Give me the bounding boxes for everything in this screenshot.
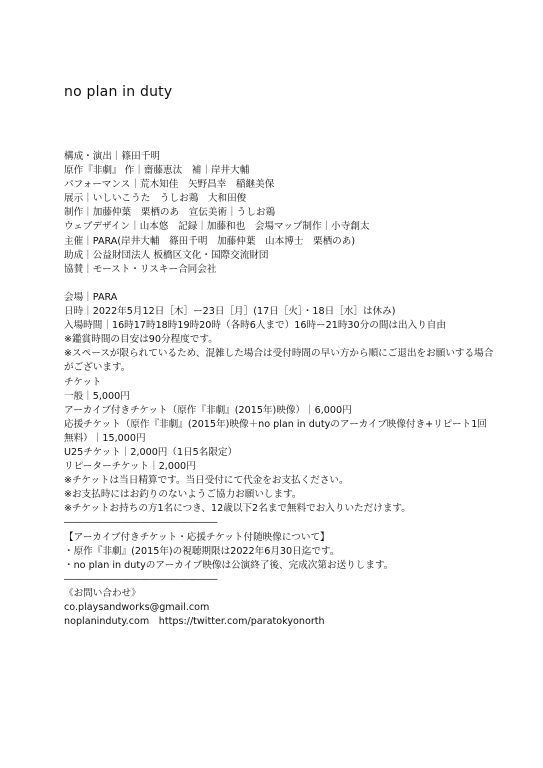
entry-time-line: 入場時間｜16時17時18時19時20時（各時6人まで）16時ー21時30分の間は出入り自由 — [64, 320, 446, 332]
section-gap — [64, 277, 534, 291]
ticket-repeater: リピーターチケット｜2,000円 — [64, 461, 196, 473]
credit-original-work: 原作『非劇』 作｜齋藤恵汰 補｜岸井大輔 — [64, 165, 250, 177]
credit-web-design: ウェブデザイン｜山本悠 記録｜加藤和也 会場マップ制作｜小寺創太 — [64, 221, 370, 233]
ticket-u25: U25チケット｜2,000円（1日5名限定） — [64, 446, 238, 458]
note-payment: ※チケットは当日精算です。当日受付にて代金をお支払ください。 — [64, 475, 349, 487]
divider-line: ―――――――――――――――― — [64, 517, 218, 529]
credit-sponsor: 協賛｜モースト・リスキー合同会社 — [64, 263, 217, 275]
credit-exhibition: 展示｜いしいこうた うしお鶏 大和田俊 — [64, 193, 247, 205]
credit-production: 制作｜加藤仲葉 栗栖のあ 宣伝美術｜うしお鶏 — [64, 207, 276, 219]
info-section — [64, 291, 534, 629]
page-title: no plan in duty — [64, 84, 173, 100]
contact-heading: 《お問い合わせ》 — [64, 587, 141, 599]
note-children: ※チケットお持ちの方1名につき、12歳以下2名まで無料でお入りいただけます。 — [64, 503, 411, 515]
credit-performance: パフォーマンス｜荒木知佳 矢野昌幸 稲継美保 — [64, 179, 275, 191]
archive-note-2: ・no plan in dutyのアーカイブ映像は公演終了後、完成次第お送りします。 — [64, 559, 394, 571]
dates-line: 日時｜2022年5月12日［木］ー23日［月］(17日［火］・18日［水］は休み) — [64, 306, 396, 318]
ticket-support: 応援チケット（原作『非劇』(2015年)映像＋no plan in dutyのアーカイブ映像付き+リピート1回無料）｜15,000円 — [64, 418, 487, 444]
archive-note-1: ・原作『非劇』(2015年)の視聴期限は2022年6月30日迄です。 — [64, 545, 340, 557]
credit-direction: 構成・演出｜篠田千明 — [64, 151, 160, 162]
archive-heading: 【アーカイブ付きチケット・応援チケット付随映像について】 — [64, 531, 330, 543]
contact-email: co.playsandworks@gmail.com — [64, 602, 210, 613]
ticket-heading: チケット — [64, 376, 102, 388]
ticket-archive: アーカイブ付きチケット（原作『非劇』(2015年)映像）｜6,000円 — [64, 404, 352, 416]
ticket-general: 一般｜5,000円 — [64, 390, 130, 402]
note-change: ※お支払時にはお釣りのないようご協力お願いします。 — [64, 489, 302, 501]
credit-grant: 助成｜公益財団法人 板橋区文化・国際交流財団 — [64, 249, 269, 261]
contact-web: noplaninduty.com https://twitter.com/paratokyonorth — [64, 616, 325, 628]
credits-section — [64, 150, 534, 277]
credit-organizer: 主催｜PARA(岸井大輔 篠田千明 加藤仲葉 山本博士 栗栖のあ) — [64, 235, 356, 247]
note-crowding: ※スペースが限られているため、混雑した場合は受付時間の早い方から順にご退出をお願いする場合がございます。 — [64, 348, 494, 374]
document-body — [64, 150, 534, 629]
note-viewing-time: ※鑑賞時間の目安は90分程度です。 — [64, 334, 218, 346]
divider-line: ―――――――――――――――― — [64, 573, 218, 585]
venue-line: 会場｜PARA — [64, 291, 118, 303]
